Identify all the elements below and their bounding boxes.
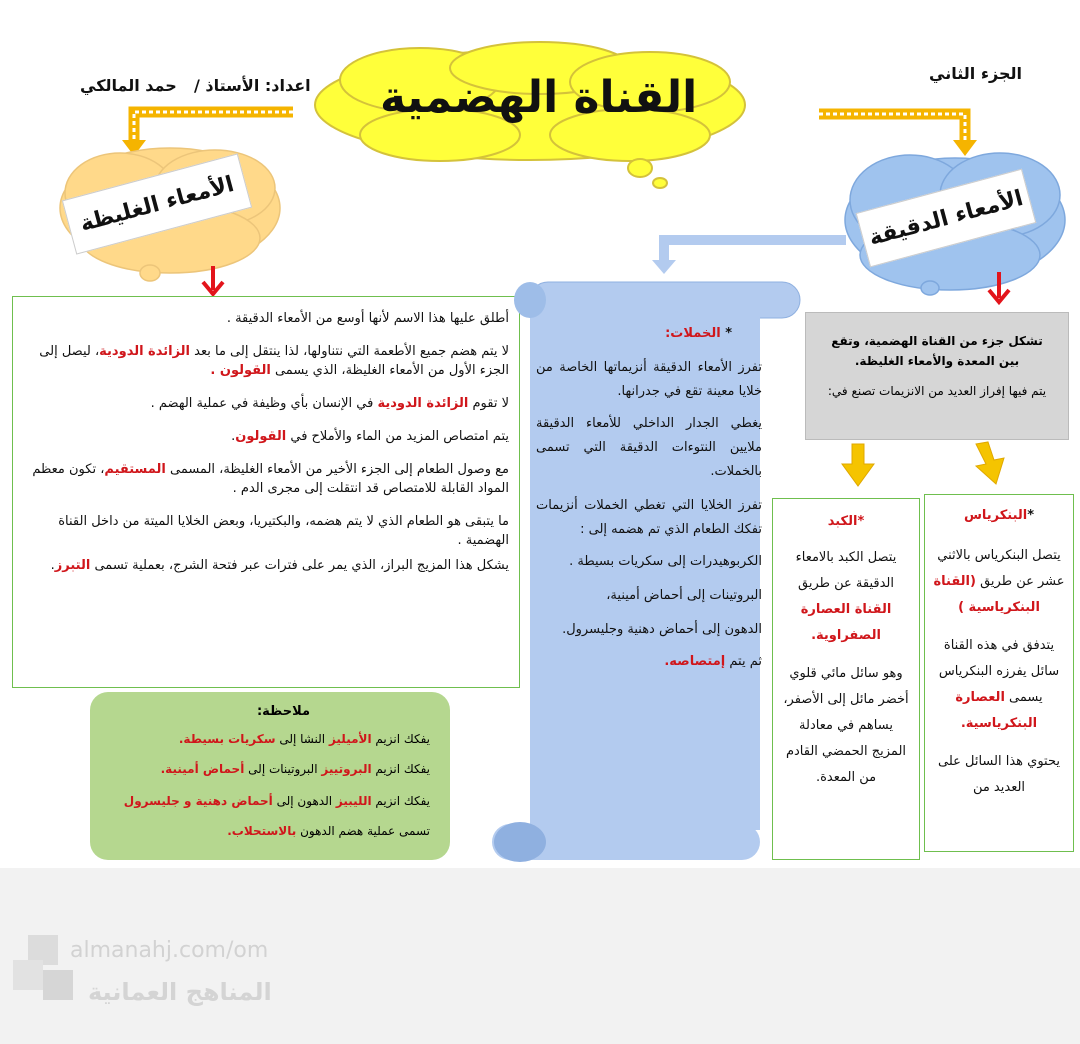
villi-p3: تفرز الخلايا التي تغطي الخملات أنزيمات تفكك الطعام الذي تم هضمه إلى : <box>536 498 762 537</box>
red-arrow-right-icon <box>986 270 1012 306</box>
note-line-4: تسمى عملية هضم الدهون بالاستحلاب. <box>227 824 430 838</box>
large-intestine-panel <box>12 296 520 688</box>
liver-panel <box>772 498 920 860</box>
small-intestine-box <box>805 312 1069 440</box>
si-line-1: تشكل جزء من القناة الهضمية، وتقع بين المعدة والأمعاء الغليظة. <box>831 334 1043 368</box>
watermark-url: almanahj.com/om <box>70 938 269 963</box>
large-intestine-label: الأمعاء الغليظة <box>77 171 237 237</box>
watermark-logo-icon <box>8 930 78 1010</box>
page-title: القناة الهضمية <box>380 72 698 123</box>
villi-p7: ثم يتم إمتصاصه. <box>664 654 762 669</box>
author-name: حمد المالكي <box>80 76 177 95</box>
note-line-2: يفكك انزيم البروتييز البروتينات إلى أحماض أمينية. <box>160 762 430 776</box>
pancreas-p3: يحتوي هذا السائل على العديد من <box>937 754 1060 795</box>
li-p7: يشكل هذا المزيج البراز، الذي يمر على فترات عبر فتحة الشرج، بعملية تسمى التبرز. <box>50 558 509 573</box>
prepared-by: اعداد: الأستاذ / <box>194 76 311 95</box>
li-p4: يتم امتصاص المزيد من الماء والأملاح في القولون. <box>231 429 509 444</box>
liver-p2: وهو سائل مائي قلوي أخضر مائل إلى الأصفر، يساهم في معادلة المزيج الحمضي القادم من المعدة. <box>783 666 909 785</box>
pancreas-p1: يتصل البنكرياس بالاثني عشر عن طريق (القناة البنكرياسية ) <box>933 548 1065 615</box>
red-arrow-left-icon <box>200 264 226 298</box>
yellow-arrow-left-icon <box>840 442 876 488</box>
villi-panel <box>536 322 762 688</box>
liver-title: *الكبد <box>827 514 865 529</box>
villi-title: * الخملات: <box>665 326 732 341</box>
pancreas-title: *البنكرياس <box>963 508 1035 523</box>
small-intestine-label: الأمعاء الدقيقة <box>866 185 1026 251</box>
note-line-3: يفكك انزيم الليبيز الدهون إلى أحماض دهنية و جليسرول <box>123 794 430 808</box>
villi-p2: يغطي الجدار الداخلي للأمعاء الدقيقة ملايين النتوءات الدقيقة التي تسمى بالخملات. <box>536 416 762 479</box>
note-line-1: يفكك انزيم الأميليز النشا إلى سكريات بسيطة. <box>178 732 430 746</box>
li-p3: لا تقوم الزائدة الدودية في الإنسان بأي وظيفة في عملية الهضم . <box>150 396 509 411</box>
villi-p6: الدهون إلى أحماض دهنية وجليسرول. <box>562 622 762 637</box>
watermark <box>8 930 272 1020</box>
note-title: ملاحظة: <box>256 704 310 719</box>
pancreas-p2: يتدفق في هذه القناة سائل يفرزه البنكرياس يسمى العصارة البنكرياسية. <box>938 638 1060 731</box>
watermark-name: المناهج العمانية <box>88 978 272 1006</box>
li-p2: لا يتم هضم جميع الأطعمة التي نتناولها، لذا ينتقل إلى ما بعد الزائدة الدودية، ليصل إلى الجزء الأول من الأمعاء الغليظة، الذي يسمى القولون . <box>39 344 509 378</box>
blue-bracket-arrow-icon <box>650 232 850 278</box>
si-line-2: يتم فيها إفراز العديد من الانزيمات تصنع في: <box>827 384 1047 398</box>
villi-p1: تفرز الأمعاء الدقيقة أنزيماتها الخاصة من خلايا معينة تقع في جدرانها. <box>536 360 762 399</box>
villi-p4: الكربوهيدرات إلى سكريات بسيطة . <box>569 554 762 569</box>
pancreas-panel <box>924 494 1074 852</box>
li-p1: أطلق عليها هذا الاسم لأنها أوسع من الأمعاء الدقيقة . <box>226 311 509 326</box>
part-label: الجزء الثاني <box>929 64 1022 83</box>
villi-p5: البروتينات إلى أحماض أمينية، <box>606 588 762 603</box>
note-box <box>90 692 450 860</box>
li-p5: مع وصول الطعام إلى الجزء الأخير من الأمعاء الغليظة، المسمى المستقيم، تكون معظم المواد القابلة للامتصاص قد انتقلت إلى مجرى الدم . <box>32 462 509 496</box>
yellow-arrow-right-icon <box>970 440 1010 486</box>
liver-p1: يتصل الكبد بالامعاء الدقيقة عن طريق القناة العصارة الصفراوية. <box>795 550 897 643</box>
li-p6: ما يتبقى هو الطعام الذي لا يتم هضمه، والبكتيريا، وبعض الخلايا الميتة من داخل القناة الهضمية . <box>58 514 509 548</box>
